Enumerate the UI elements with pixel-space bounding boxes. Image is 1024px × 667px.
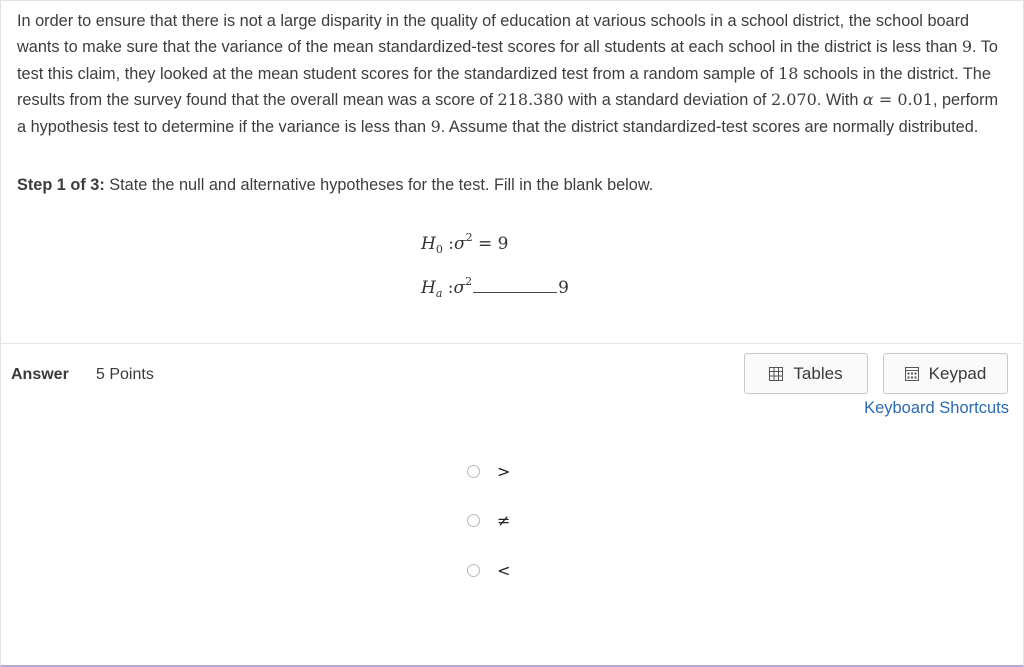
question-text-part: In order to ensure that there is not a large disparity in the quality of education at various schools in a school district, the school board wants to make sure that the variance of the mean standardized-test scores for all students at each school in the district is less than bbox=[17, 12, 970, 57]
null-relation: = 9 bbox=[472, 234, 509, 254]
h-subscript: a bbox=[435, 287, 443, 300]
variance-threshold: 9 bbox=[961, 37, 972, 57]
step-instruction bbox=[17, 176, 653, 195]
radio-button[interactable] bbox=[467, 514, 480, 527]
option-label: < bbox=[497, 561, 511, 580]
tables-label: Tables bbox=[793, 363, 843, 383]
tables-button[interactable] bbox=[744, 353, 868, 394]
table-icon bbox=[769, 367, 783, 381]
alpha-equals: = bbox=[873, 90, 898, 110]
option-greater-than[interactable] bbox=[467, 462, 510, 481]
answer-label: Answer bbox=[11, 366, 69, 383]
step-label: Step 1 of 3: bbox=[17, 176, 105, 194]
points-label: 5 Points bbox=[96, 366, 154, 383]
question-text-part: . Assume that the district standardized-test scores are normally distributed. bbox=[440, 117, 979, 136]
sample-size: 18 bbox=[778, 63, 799, 83]
question-text-part: . With bbox=[816, 91, 863, 110]
null-hypothesis bbox=[421, 231, 508, 256]
keyboard-shortcuts-link[interactable]: Keyboard Shortcuts bbox=[864, 399, 1009, 417]
question-text bbox=[17, 9, 1007, 140]
colon: : bbox=[442, 278, 454, 298]
question-text-part: with a standard deviation of bbox=[563, 91, 771, 110]
variance-threshold: 9 bbox=[430, 116, 441, 136]
radio-button[interactable] bbox=[467, 465, 480, 478]
alt-value: 9 bbox=[558, 278, 569, 298]
radio-button[interactable] bbox=[467, 564, 480, 577]
question-text-part: schools in the district. The results from the survey found that the overall mean was a score of bbox=[17, 64, 991, 110]
alpha-symbol: α bbox=[862, 90, 874, 110]
question-text-part: . To test this claim, they looked at the mean student scores for the standardized test from a random sample of bbox=[17, 38, 998, 83]
sigma-symbol: σ bbox=[453, 234, 466, 254]
alternative-hypothesis bbox=[421, 275, 569, 300]
keypad-label: Keypad bbox=[928, 363, 987, 383]
h-subscript: 0 bbox=[435, 243, 443, 256]
option-label: > bbox=[497, 462, 511, 481]
sigma-symbol: σ bbox=[453, 278, 466, 298]
option-label: ≠ bbox=[497, 511, 511, 530]
exponent: 2 bbox=[465, 231, 473, 244]
question-text-part: , perform a hypothesis test to determine if the variance is less than bbox=[17, 91, 999, 136]
step-instruction-text: State the null and alternative hypotheses for the test. Fill in the blank below. bbox=[104, 176, 654, 194]
alpha-value: 0.01 bbox=[897, 90, 933, 110]
colon: : bbox=[442, 234, 454, 254]
section-divider bbox=[0, 343, 1022, 344]
option-less-than[interactable] bbox=[467, 561, 510, 580]
h-symbol: H bbox=[421, 278, 436, 298]
option-not-equal[interactable] bbox=[467, 511, 510, 530]
sample-mean: 218.380 bbox=[497, 90, 564, 110]
exponent: 2 bbox=[465, 275, 473, 288]
h-symbol: H bbox=[421, 234, 436, 254]
standard-deviation: 2.070 bbox=[770, 90, 817, 110]
keypad-button[interactable] bbox=[883, 353, 1008, 394]
keypad-icon bbox=[905, 367, 919, 381]
answer-blank bbox=[473, 278, 557, 293]
